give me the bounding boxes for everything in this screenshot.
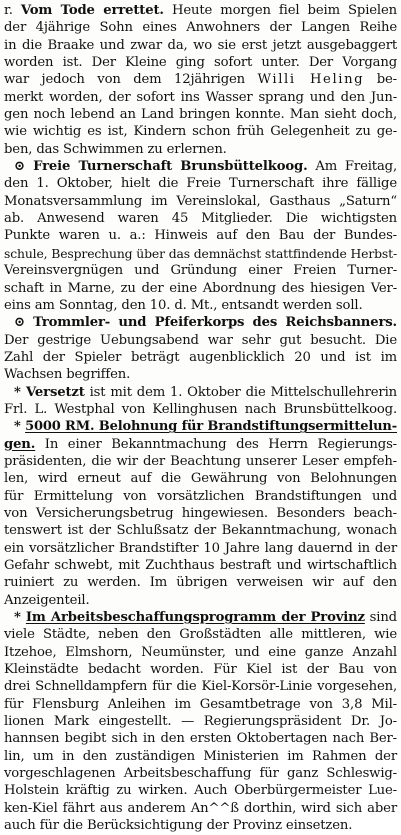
text-line: [4, 609, 397, 626]
text-line: [4, 332, 397, 349]
text-line: [4, 2, 397, 19]
body-text: schaft in Marne, zu der eine Abordnung des hiesigen Ver-: [4, 280, 397, 296]
text-line: [4, 123, 397, 140]
body-text: tenswert ist der Schlußsatz der Bekanntmachung, wonach: [4, 523, 397, 539]
body-text: worden ist. Der Kleine ging sofort unter. Der Vorgang: [4, 55, 397, 71]
text-line: [4, 297, 397, 314]
body-text: drei Schnelldampfern für die Kiel-Korsör-Linie vorgesehen,: [4, 679, 397, 695]
body-text: Wachsen begriffen.: [4, 367, 131, 383]
text-line: [4, 557, 397, 574]
text-line: [4, 193, 397, 210]
body-text: eins am Sonntag, den 10. d. Mt., entsandt werden soll.: [4, 297, 363, 313]
body-text: viele Städte, neben den Großstädten alle mittleren, wie: [4, 627, 397, 643]
body-text: Punkte waren u. a.: Hinweis auf den Bau der Bundes-: [4, 228, 397, 244]
text-line: [4, 748, 397, 765]
headline-text: *: [14, 384, 27, 400]
body-text: r.: [4, 3, 21, 18]
body-text: auch für die Berücksichtigung der Provinz einsetzen.: [4, 818, 353, 834]
text-line: [4, 401, 397, 418]
headline-text: 5000 RM. Belohnung für Brandstiftungsermittelun-: [25, 419, 397, 435]
text-line: [4, 765, 397, 782]
body-text: gen noch lebend an Land bringen konnte. Man sieht doch,: [4, 107, 397, 123]
news-column: [4, 2, 397, 835]
body-text: Monatsversammlung im Vereinslokal, Gasthaus „Saturn“: [4, 193, 397, 209]
text-line: [4, 314, 397, 331]
text-line: [4, 713, 397, 730]
text-line: [4, 210, 397, 227]
body-text: der 4jährige Sohn eines Anwohners der Langen Reihe: [4, 20, 397, 36]
body-text: Anzeigenteil.: [4, 592, 90, 608]
text-line: [4, 141, 397, 158]
text-line: [4, 505, 397, 522]
body-text: Kleinstädte bedacht worden. Für Kiel ist der Bau von: [4, 662, 397, 678]
body-text: ein vorsätzlicher Brandstifter 10 Jahre lang dauernd in der: [4, 540, 397, 556]
body-text: lionen Mark eingestellt. — Regierungspräsident Dr. Jo-: [4, 714, 397, 730]
text-line: [4, 522, 397, 539]
headline-text: Freie Turnerschaft Brunsbüttelkoog.: [33, 159, 308, 175]
body-text: be-: [364, 72, 397, 88]
body-text: war jedoch von dem 12jährigen: [4, 72, 258, 88]
text-line: [4, 488, 397, 505]
text-line: [4, 280, 397, 297]
body-text: ken-Kiel fährt aus anderem An^^ß dorthin, wird sich aber: [4, 800, 397, 816]
text-line: [4, 592, 397, 609]
body-text: Frl. L. Westphal von Kellinghusen nach Brunsbüttelkoog.: [4, 401, 397, 417]
text-line: [4, 730, 397, 747]
text-line: [4, 262, 397, 279]
body-text: den 1. Oktober, hielt die Freie Turnerschaft ihre fällige: [4, 176, 397, 192]
body-text: präsidenten, die wir der Beachtung unserer Leser empfeh-: [4, 453, 397, 469]
body-text: Itzehoe, Elmshorn, Neumünster, und eine ganze Anzahl: [4, 644, 397, 660]
body-text: In einer Bekanntmachung des Herrn Regierungs-: [35, 436, 397, 452]
body-text: Holstein kräftig zu wirken. Auch Oberbürgermeister Lue-: [4, 783, 397, 799]
headline-text: Versetzt: [26, 384, 85, 400]
text-line: [4, 349, 397, 366]
text-line: [4, 661, 397, 678]
text-line: [4, 89, 397, 106]
headline-text: Trommler- und Pfeiferkorps des Reichsbanners.: [33, 315, 397, 331]
text-line: [4, 54, 397, 71]
body-text: Heute morgen fiel beim Spielen: [163, 3, 397, 18]
text-line: [4, 800, 397, 817]
text-line: [4, 158, 397, 175]
headline-text: ⊙: [14, 159, 34, 175]
body-text: Willi Heling: [257, 72, 365, 88]
text-line: [4, 227, 397, 244]
text-line: [4, 470, 397, 487]
body-text: ben, das Schwimmen zu erlernen.: [4, 141, 227, 157]
text-line: [4, 696, 397, 713]
text-line: [4, 366, 397, 383]
body-text: hannsen begibt sich in den ersten Oktobertagen nach Ber-: [4, 731, 397, 747]
text-line: [4, 574, 397, 591]
body-text: wie wichtig es ist, Kindern schon früh Gelegenheit zu ge-: [4, 124, 397, 140]
body-text: Vereinsvergnügen und Gründung einer Freien Turner-: [4, 263, 397, 279]
text-line: [4, 817, 397, 834]
body-text: Der gestrige Uebungsabend war sehr gut besucht. Die: [4, 332, 397, 348]
body-text: ist mit dem 1. Oktober die Mittelschullehrerin: [84, 384, 397, 400]
body-text: von Versicherungsbetrug hingewiesen. Besonders beach-: [4, 505, 397, 521]
body-text: ab. Anwesend waren 45 Mitglieder. Die wichtigsten: [4, 211, 397, 227]
text-line: [4, 782, 397, 799]
headline-text: ⊙: [14, 315, 34, 331]
text-line: [4, 37, 397, 54]
headline-text: gen.: [4, 436, 36, 452]
text-line: [4, 175, 397, 192]
text-line: [4, 384, 397, 401]
text-line: [4, 626, 397, 643]
body-text: Zahl der Spieler beträgt augenblicklich 20 und ist im: [4, 349, 397, 365]
text-line: [4, 644, 397, 661]
body-text: ruiniert zu werden. Im übrigen verweisen wir auf den: [4, 575, 397, 591]
body-text: vorgeschlagenen Arbeitsbeschaffung für ganz Schleswig-: [4, 766, 397, 782]
text-line: [4, 540, 397, 557]
text-line: [4, 245, 397, 262]
body-text: lin, um in den zuständigen Ministerien im Rahmen der: [4, 748, 397, 764]
headline-text: *: [14, 419, 26, 435]
body-text: in die Braake und zwar da, wo sie erst jetzt ausgebaggert: [4, 37, 397, 53]
body-text: Am Freitag,: [307, 159, 397, 175]
text-line: [4, 106, 397, 123]
body-text: für Flensburg Anleihen im Gesamtbetrage von 3,8 Mil-: [4, 696, 397, 712]
body-text: merkt worden, der sofort ins Wasser sprang und den Jun-: [4, 89, 397, 105]
text-line: [4, 418, 397, 435]
text-line: [4, 71, 397, 88]
text-line: [4, 678, 397, 695]
body-text: Gefahr schwebt, mit Zuchthaus bestraft und wirtschaftlich: [4, 558, 397, 573]
body-text: sind: [364, 610, 397, 626]
headline-text: Im Arbeitsbeschaffungsprogramm der Provinz: [25, 610, 365, 626]
text-line: [4, 453, 397, 470]
body-text: für Ermittelung von vorsätzlichen Brandstiftungen und: [4, 488, 397, 504]
text-line: [4, 436, 397, 453]
headline-text: Vom Tode errettet.: [20, 3, 164, 18]
body-text: len, wird erneut auf die Gewährung von Belohnungen: [4, 471, 397, 487]
headline-text: *: [14, 610, 26, 626]
body-text: schule, Besprechung über das demnächst stattfindende Herbst-: [4, 245, 397, 261]
text-line: [4, 19, 397, 36]
